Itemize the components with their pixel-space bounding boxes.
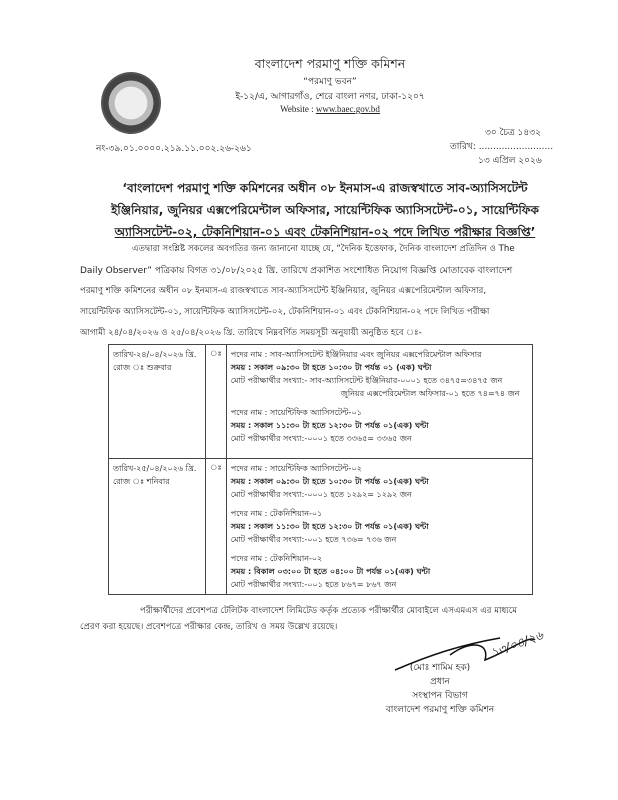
date-cell xyxy=(109,459,206,595)
exam-block xyxy=(231,462,528,501)
signatory-org: বাংলাদেশ পরমাণু শক্তি কমিশন xyxy=(385,705,495,715)
exam-time: সময় : বিকাল ০৩:০০ টা হতে ০৪:০০ টা পর্যন্ত ০১(এক) ঘন্টা xyxy=(230,567,431,576)
notice-title-line: অ্যাসিসটেন্ট-০২, টেকনিশিয়ান-০১ এবং টেকনিশিয়ান-০২ পদে লিখিত পরীক্ষার বিজ্ঞপ্তি’ xyxy=(114,225,536,239)
exam-schedule-table xyxy=(108,344,533,595)
website-label: Website : xyxy=(280,104,316,114)
exam-day: রোজ ঃ শুক্রবার xyxy=(113,363,172,372)
memo-number: নং-৩৯.০১.০০০০.২১৯.১১.০০২.২৬-২৬১ xyxy=(96,144,252,154)
footer-line: পরীক্ষার্থীদের প্রবেশপত্র টেলিটক বাংলাদেশ লিমিটেড কর্তৃক প্রত্যেক পরীক্ষার্থীর মোবাইলে এসএমএস এর মাধ্যমে xyxy=(140,606,517,616)
separator: ঃ xyxy=(206,345,227,459)
signatory-name: (মোঃ শামিম হক) xyxy=(409,663,471,673)
body-line: এতদ্বারা সংশ্লিষ্ট সকলের অবগতির জন্য জানানো যাচ্ছে যে, “দৈনিক ইত্তেফাক, দৈনিক বাংলাদেশ প্রতিদিন ও The xyxy=(132,244,515,254)
signatory-designation: প্রধান xyxy=(430,677,450,687)
exam-block xyxy=(231,507,528,546)
baec-logo xyxy=(101,72,161,134)
body-line: সায়েন্টিফিক অ্যাসিসটেন্ট-০১, সায়েন্টিফিক অ্যাসিসটেন্ট-০২, টেকনিশিয়ান-০১ এবং টেকনিশিয়ান-০২ পদে লিখিত পরীক্ষা xyxy=(80,307,490,317)
table-row xyxy=(109,459,533,595)
body-line: পরমাণু শক্তি কমিশনের অধীন ০৮ ইনমাস-এ রাজস্বখাতে সাব-অ্যাসিসটেন্ট ইঞ্জিনিয়ার, জুনিয়র এক্সপেরিমেন্টাল অফিসার, xyxy=(80,286,487,296)
exam-time: সময় : সকাল ১১:৩০ টা হতে ১২:৩০ টা পর্যন্ত ০১(এক) ঘন্টা xyxy=(230,522,429,531)
date-english: ১৩ এপ্রিল ২০২৬ xyxy=(478,156,542,166)
post-name: পদের নাম : সায়েন্টিফিক অ্যাসিসটেন্ট-০১ xyxy=(230,408,362,417)
address: ই-১২/এ, আগারগাঁও, শেরে বাংলা নগর, ঢাকা-১২০৭ xyxy=(235,92,425,102)
exam-block xyxy=(231,348,528,400)
post-name: পদের নাম : সায়েন্টিফিক অ্যাসিসটেন্ট-০২ xyxy=(230,464,362,473)
exam-date: তারিখ-২৫/০৪/২০২৬ খ্রি. xyxy=(113,464,197,473)
body-line: আগামী ২৪/০৪/২০২৬ ও ২৫/০৪/২০২৬ খ্রি. তারিখে নিম্নবর্ণিত সময়সূচী অনুযায়ী অনুষ্ঠিত হবে ঃ- xyxy=(80,328,422,338)
notice-title-line: ‘বাংলাদেশ পরমাণু শক্তি কমিশনের অধীন ০৮ ইনমাস-এ রাজস্বখাতে সাব-অ্যাসিসটেন্ট xyxy=(122,181,528,195)
post-name: পদের নাম : সাব-অ্যাসিসটেন্ট ইঞ্জিনিয়ার এবং জুনিয়র এক্সপেরিমেন্টাল অফিসার xyxy=(230,350,482,359)
body-line: Daily Observer” পত্রিকায় বিগত ৩১/০৮/২০২৫ খ্রি. তারিখে প্রকাশিত সংশোধিত নিয়োগ বিজ্ঞপ্তি মোতাবেক বাংলাদেশ xyxy=(80,266,513,276)
post-name: পদের নাম : টেকনিশিয়ান-০২ xyxy=(230,554,323,563)
candidate-count: মোট পরীক্ষার্থীর সংখ্যা:-০০১ হতে ৭৩৬= ৭৩৬ জন xyxy=(230,535,397,544)
candidate-count: মোট পরীক্ষার্থীর সংখ্যা:-০০০১ হতে ৩৩৬৫= ৩৩৬৫ জন xyxy=(230,434,412,443)
candidate-count: জুনিয়র এক্সপেরিমেন্টাল অফিসার-০১ হতে ৭৪=৭৪ জন xyxy=(340,389,520,398)
exam-date: তারিখ-২৪/০৪/২০২৬ খ্রি. xyxy=(113,350,197,359)
date-bangla: ৩০ চৈত্র ১৪৩২ xyxy=(485,128,541,138)
footer-line: প্রেরণ করা হয়েছে। প্রবেশপত্রে পরীক্ষার কেন্দ্র, তারিখ ও সময় উল্লেখ রয়েছে। xyxy=(80,622,338,632)
exam-time: সময় : সকাল ০৯:৩০ টা হতে ১০:৩০ টা পর্যন্ত ০১ (এক) ঘন্টা xyxy=(230,363,432,372)
website-link[interactable]: www.baec.gov.bd xyxy=(315,104,380,114)
details-cell xyxy=(226,345,532,459)
date-cell xyxy=(109,345,206,459)
exam-time: সময় : সকাল ১১:৩০ টা হতে ১২:৩০ টা পর্যন্ত ০১(এক) ঘন্টা xyxy=(230,421,429,430)
exam-time: সময় : সকাল ০৯:৩০ টা হতে ১০:৩০ টা পর্যন্ত ০১(এক) ঘন্টা xyxy=(230,477,429,486)
table-row xyxy=(109,345,533,459)
signatory-division: সংস্থাপন বিভাগ xyxy=(412,691,468,701)
exam-block xyxy=(231,552,528,591)
building-name: “পরমাণু ভবন” xyxy=(303,77,357,87)
separator: ঃ xyxy=(206,459,227,595)
date-label: তারিখ: .......................... xyxy=(450,142,554,152)
post-name: পদের নাম : টেকনিশিয়ান-০১ xyxy=(230,509,323,518)
notice-title-line: ইঞ্জিনিয়ার, জুনিয়র এক্সপেরিমেন্টাল অফিসার, সায়েন্টিফিক অ্যাসিসটেন্ট-০১, সায়েন্টিফিক xyxy=(111,203,539,217)
website-line xyxy=(180,104,480,114)
exam-block xyxy=(231,406,528,445)
candidate-count: মোট পরীক্ষার্থীর সংখ্যা:-০০১ হতে ৮৬৭= ৮৬৭ জন xyxy=(230,580,397,589)
candidate-count: মোট পরীক্ষার্থীর সংখ্যা:-০০০১ হতে ১২৯২= ১২৯২ জন xyxy=(230,490,412,499)
details-cell xyxy=(226,459,532,595)
exam-day: রোজ ঃ শনিবার xyxy=(113,477,170,486)
signature-date: ১৩/০৪/২৬ xyxy=(488,628,545,661)
candidate-count: মোট পরীক্ষার্থীর সংখ্যা:- সাব-অ্যাসিসটেন্ট ইঞ্জিনিয়ার-০০০১ হতে ৩৪৭৫=৩৪৭৫ জন xyxy=(230,376,503,385)
org-name: বাংলাদেশ পরমাণু শক্তি কমিশন xyxy=(254,56,406,71)
